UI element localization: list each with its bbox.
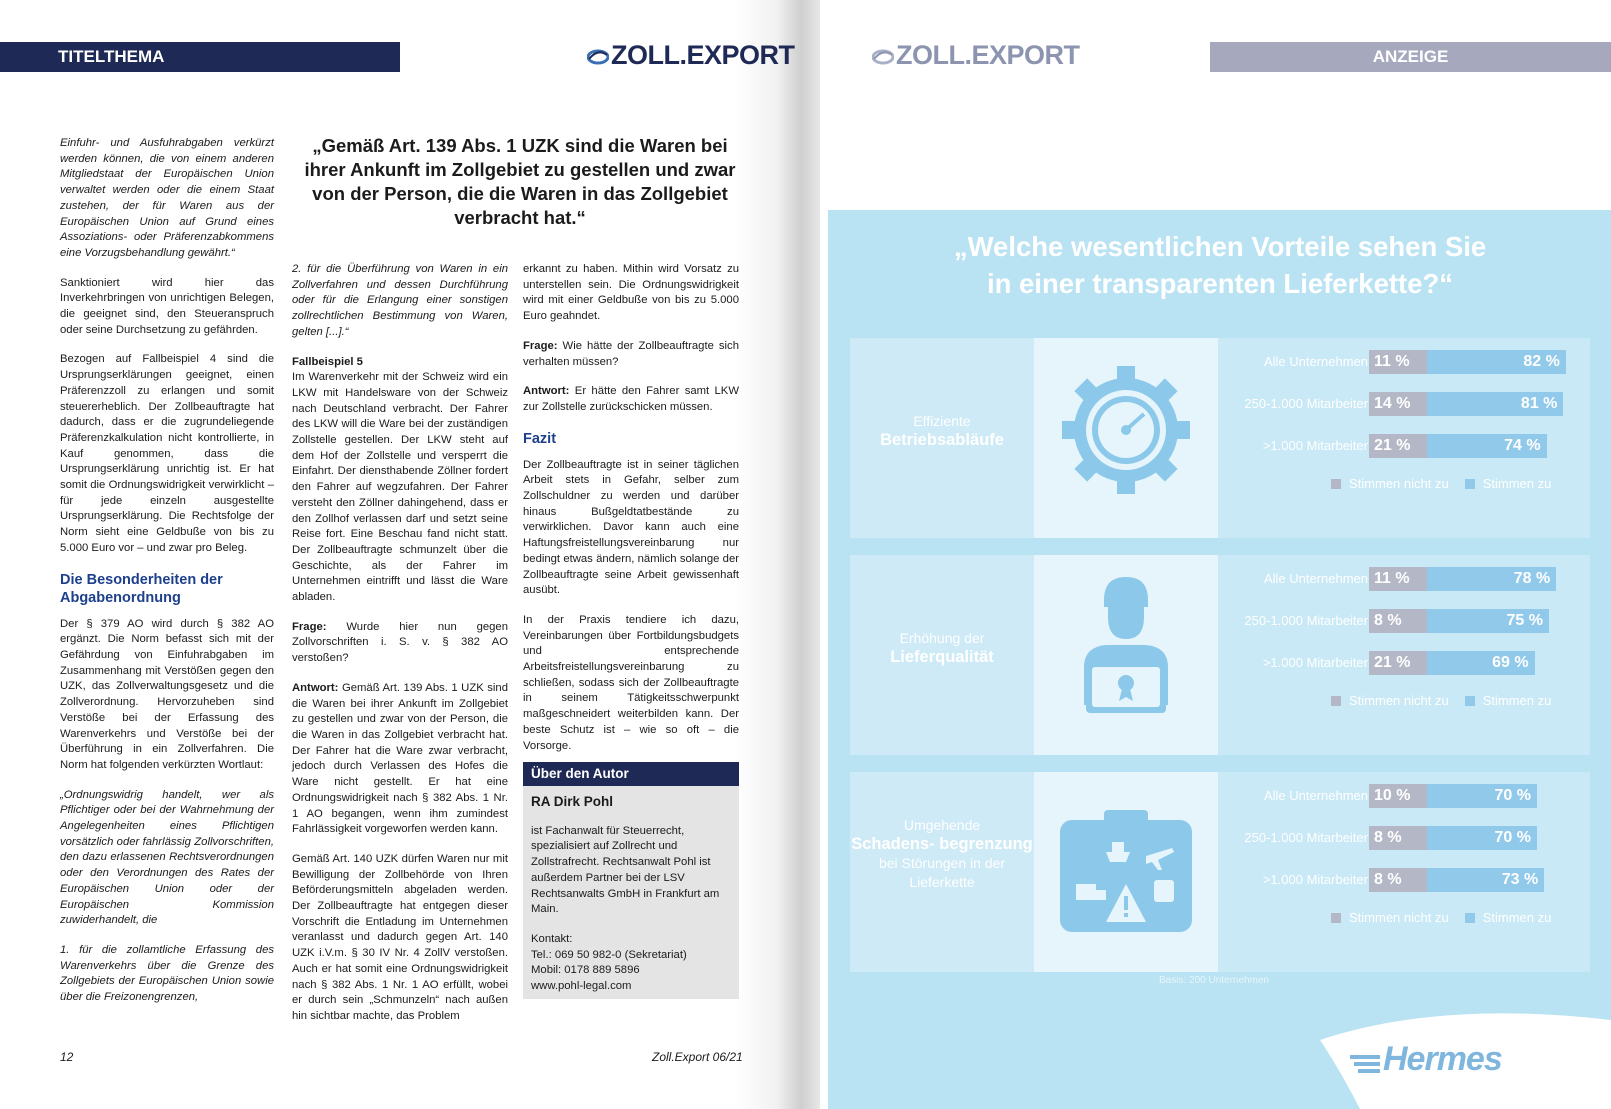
question-paragraph [523, 339, 739, 370]
category-label [850, 412, 1034, 450]
chart-legend [1331, 693, 1551, 708]
quote-paragraph: 1. für die zollamtliche Erfassung des Warenverkehrs über die Grenze des Zollgebiets der Europäischen Union sowie über die Freizonengrenzen, [60, 943, 274, 1004]
icon-cell [1034, 338, 1218, 538]
question-label: Frage: [523, 339, 558, 352]
benefit-block-3 [850, 772, 1590, 972]
group-label: >1.000 Mitarbeiter [1262, 438, 1368, 453]
pull-quote: „Gemäß Art. 139 Abs. 1 UZK sind die Waren bei ihrer Ankunft im Zollgebiet zu gestellen und zwar von der Person, die die Waren in das Zollgebiet verbracht hat.“ [304, 135, 736, 228]
chart-legend [1331, 910, 1551, 925]
title-line-1: „Welche wesentlichen Vorteile sehen Sie [953, 231, 1487, 262]
question-paragraph [292, 620, 508, 667]
category-label-bottom: bei Störungen in der Lieferkette [878, 855, 1006, 890]
bar-disagree: 8 % [1369, 609, 1427, 633]
bar-agree: 81 % [1427, 392, 1563, 416]
section-label-anzeige: ANZEIGE [1210, 42, 1611, 72]
author-bio: ist Fachanwalt für Steuerrecht, spezialisiert auf Zollrecht und Zollstrafrecht. Rechtsanwalt Pohl ist außerdem Partner bei der LSV Rechtsanwalts GmbH in Frankfurt am Main. [531, 824, 720, 916]
worker-certificate-icon [1034, 555, 1218, 755]
paragraph: Der Zollbeauftragte ist in seiner täglichen Arbeit stets in Gefahr, selber zum Zollschuldner zu werden und darüber hinaus Bußgeldtatbestände zu verwirklichen. Davor kann auch eine Haftungsfreistellungsvereinbarung nur bedingt etwas ändern, nämlich solange der Zollbeauftragte seine Arbeit gewissenhaft ausübt. [523, 458, 739, 597]
bar-agree: 82 % [1427, 350, 1566, 374]
title-line-2: in einer transparenten Lieferkette?“ [986, 268, 1454, 299]
category-label [850, 629, 1034, 667]
category-cell [850, 338, 1034, 538]
legend-swatch-disagree [1331, 479, 1341, 489]
quote-paragraph: 2. für die Überführung von Waren in ein Zollverfahren und dessen Durchführung oder für die Erlangung einer sonstigen zollrechtlichen Bestimmung von Waren, gelten [...].“ [292, 263, 508, 338]
author-box [523, 762, 739, 999]
bar-disagree: 21 % [1369, 651, 1427, 675]
group-label: 250-1.000 Mitarbeiter [1244, 613, 1368, 628]
legend-agree: Stimmen zu [1482, 476, 1552, 491]
group-label: >1.000 Mitarbeiter [1262, 872, 1368, 887]
author-name: RA Dirk Pohl [531, 794, 614, 809]
group-label: Alle Unternehmen [1263, 788, 1368, 803]
answer-label: Antwort: [292, 681, 339, 694]
paragraph: Gemäß Art. 140 UZK dürfen Waren nur mit Bewilligung der Zollbehörde von Ihren Beförderungsmitteln abgeladen werden. Der Zollbeauftragte hat entgegen dieser Vorschrift die Entladung im Unternehmen veranlasst und dadurch gegen Art. 140 UZK i.V.m. § 30 IV Nr. 4 ZollV verstoßen. Auch er hat somit eine Ordnungswidrigkeit nach § 382 Abs. 1 Nr. 1 AO erfüllt, wobei er durch sein „Schmunzeln“ nach außen hin sichtbar machte, das Problem [292, 852, 508, 1022]
chart-legend [1331, 476, 1551, 491]
swirl-icon [872, 46, 894, 66]
issue-footer: Zoll.Export 06/21 [652, 1050, 743, 1064]
legend-disagree: Stimmen nicht zu [1349, 910, 1449, 925]
group-label: >1.000 Mitarbeiter [1262, 655, 1368, 670]
hermes-logo: Hermes [1383, 1040, 1502, 1078]
transport-warning-icon [1034, 772, 1218, 972]
logo-text: ZOLL.EXPORT [896, 40, 1080, 70]
answer-text: Er hätte den Fahrer samt LKW zur Zollstelle zurückschicken müssen. [523, 385, 739, 413]
author-box-body [523, 786, 739, 1001]
group-label: 250-1.000 Mitarbeiter [1244, 830, 1368, 845]
gear-clock-icon [1034, 338, 1218, 538]
bar-agree: 70 % [1427, 826, 1537, 850]
category-label-bold: Betriebsabläufe [880, 431, 1004, 449]
bar-agree: 74 % [1427, 434, 1547, 458]
question-label: Frage: [292, 620, 327, 633]
question-text: Wie hätte der Zollbeauftragte sich verhalten müssen? [523, 339, 739, 368]
bar-agree: 75 % [1427, 609, 1549, 633]
paragraph: Bezogen auf Fallbeispiel 4 sind die Ursprungserklärungen geeignet, einen Präferenzzoll zu erlangen und somit steuererheblich. Der Zollbeauftragte hat dadurch, dass er die zugrundeliegende Präferenzkalkulation nicht kontrollierte, in Kauf genommen, dass die Ursprungserklärung unrichtig ist. Er hat somit die Ordnungswidrigkeit verwirklicht – für jede einzeln ausgestellte Ursprungserklärung. Die Rechtsfolge der Norm sieht eine Geldbuße von bis zu 5.000 Euro vor – und zwar pro Beleg. [60, 353, 274, 554]
legend-swatch-agree [1465, 479, 1475, 489]
basis-note: Basis: 200 Unternehmen [1159, 975, 1270, 986]
bar-disagree: 11 % [1369, 567, 1427, 591]
case-title: Fallbeispiel 5 [292, 355, 363, 368]
infographic-title [880, 228, 1560, 302]
bar-disagree: 11 % [1369, 350, 1427, 374]
bar-disagree: 8 % [1369, 868, 1427, 892]
subheading-fazit: Fazit [523, 430, 557, 447]
icon-cell [1034, 772, 1218, 972]
author-box-heading: Über den Autor [523, 762, 739, 786]
category-cell [850, 555, 1034, 755]
category-label-top: Effiziente [913, 413, 971, 429]
bar-disagree: 10 % [1369, 784, 1427, 808]
contact-mobile: Mobil: 0178 889 5896 [531, 964, 640, 977]
legend-swatch-agree [1465, 913, 1475, 923]
legend-swatch-disagree [1331, 696, 1341, 706]
icon-cell [1034, 555, 1218, 755]
category-label-top: Erhöhung der [899, 630, 985, 646]
paragraph: erkannt zu haben. Mithin wird Vorsatz zu unterstellen sein. Die Ordnungswidrigkeit wird mit einer Geldbuße von bis zu 5.000 Euro geahndet. [523, 263, 739, 323]
legend-agree: Stimmen zu [1482, 693, 1552, 708]
subheading: Die Besonderheiten der Abgabenordnung [60, 571, 223, 606]
category-label-bold: Lieferqualität [890, 648, 994, 666]
group-label: Alle Unternehmen [1263, 571, 1368, 586]
category-label [850, 816, 1034, 892]
contact-phone: Tel.: 069 50 982-0 (Sekretariat) [531, 948, 687, 961]
paragraph: In der Praxis tendiere ich dazu, Vereinbarungen über Fortbildungsbudgets und entsprechende Arbeitsfreistellungsvereinbarung zu schließen, sodass sich der Zollbeauftragte in seinem Tätigkeitsschwerpunkt maßgeschneidert weiterbilden kann. Der beste Schutz ist – wie so oft – die Vorsorge. [523, 613, 739, 752]
bar-disagree: 8 % [1369, 826, 1427, 850]
legend-disagree: Stimmen nicht zu [1349, 693, 1449, 708]
legend-agree: Stimmen zu [1482, 910, 1552, 925]
zoll-export-logo [587, 40, 795, 71]
group-label: 250-1.000 Mitarbeiter [1244, 396, 1368, 411]
legend-swatch-agree [1465, 696, 1475, 706]
answer-paragraph [292, 681, 508, 838]
swirl-icon [587, 46, 609, 66]
category-label-bold: Schadens- begrenzung [851, 835, 1033, 853]
contact-website: www.pohl-legal.com [531, 980, 632, 993]
answer-text: Gemäß Art. 139 Abs. 1 UZK sind die Waren bei ihrer Ankunft im Zollgebiet zu gestellen und zwar von der Person, die die Waren in das Zollgebiet verbracht hat. Der Fahrer hat die Ware zwar verbracht, jedoch durch Verlassen des Hofes die Ware nicht gestellt. Er hat eine Ordnungswidrigkeit nach § 382 Abs. 1 Nr. 1 AO begangen, wenn ihm zumindest Fahrlässigkeit vorgeworfen werden kann. [292, 681, 508, 836]
paragraph: Der § 379 AO wird durch § 382 AO ergänzt. Die Norm befasst sich mit der Gefährdung von Einfuhrabgaben im Zusammenhang mit Verstößen gegen den UZK, das Zollverwaltungsgesetz und die Zollverordnung. Hervorzuheben sind Verstöße bei der Erfassung des Warenverkehrs und Verstöße bei der Überführung in ein Zollverfahren. Die Norm hat folgenden verkürzten Wortlaut: [60, 617, 274, 771]
paragraph: Im Warenverkehr mit der Schweiz wird ein LKW mit Handelsware von der Schweiz nach Deutschland verbracht. Der Fahrer des LKW will die Ware bei der zuständigen Zollstelle gestellen. Der LKW steht auf dem Hof der Zollstelle und versperrt die Einfahrt. Der diensthabende Zöllner fordert den Fahrer auf wegzufahren. Der Fahrer versteht den Zöllner dahingehend, dass er den Zollhof verlassen darf und setzt seine Reise fort. Eine Beschau fand nicht statt. Der Zollbeauftragte schmunzelt über die Geschichte, als der Fahrer im Unternehmen eintrifft und lässt die Ware abladen. [292, 371, 508, 604]
category-cell [850, 772, 1034, 972]
logo-text: ZOLL.EXPORT [611, 40, 795, 70]
category-label-top: Umgehende [903, 817, 981, 833]
zoll-export-logo-right [872, 40, 1080, 71]
text-column-2 [292, 262, 508, 1039]
answer-label: Antwort: [523, 385, 570, 398]
answer-paragraph [523, 384, 739, 415]
text-column-3 [523, 262, 739, 768]
legend-swatch-disagree [1331, 913, 1341, 923]
bar-agree: 69 % [1427, 651, 1535, 675]
bar-agree: 70 % [1427, 784, 1537, 808]
bar-agree: 78 % [1427, 567, 1556, 591]
section-label-titelthema: TITELTHEMA [0, 42, 400, 72]
paragraph: Einfuhr- und Ausfuhrabgaben verkürzt werden können, die von einem anderen Mitgliedstaat der Europäischen Union verwaltet werden oder die einem Staat zustehen, der für Waren aus der Europäischen Union auf Grund eines Assoziations- oder Präferenzabkommens eine Vorzugsbehandlung gewährt.“ [60, 137, 274, 259]
paragraph: Sanktioniert wird hier das Inverkehrbringen von unrichtigen Belegen, die geeignet sind, den Steueranspruch oder seine Durchsetzung zu gefährden. [60, 276, 274, 336]
bar-disagree: 14 % [1369, 392, 1427, 416]
contact-label: Kontakt: [531, 932, 573, 945]
group-label: Alle Unternehmen [1263, 354, 1368, 369]
quote-paragraph: „Ordnungswidrig handelt, wer als Pflichtiger oder bei der Wahrnehmung der Angelegenheiten eines Pflichtigen vorsätzlich oder fahrlässig Zollvorschriften, den dazu erlassenen Rechtsverordnungen oder den Verordnungen des Rates der Europäischen Union oder der Europäischen Kommission zuwiderhandelt, die [60, 788, 274, 927]
question-text: Wurde hier nun gegen Zollvorschriften i. S. v. § 382 AO verstoßen? [292, 620, 508, 665]
bar-disagree: 21 % [1369, 434, 1427, 458]
bar-agree: 73 % [1427, 868, 1544, 892]
benefit-block-2 [850, 555, 1590, 755]
text-column-1 [60, 136, 274, 1020]
page-number: 12 [60, 1050, 74, 1064]
benefit-block-1 [850, 338, 1590, 538]
legend-disagree: Stimmen nicht zu [1349, 476, 1449, 491]
